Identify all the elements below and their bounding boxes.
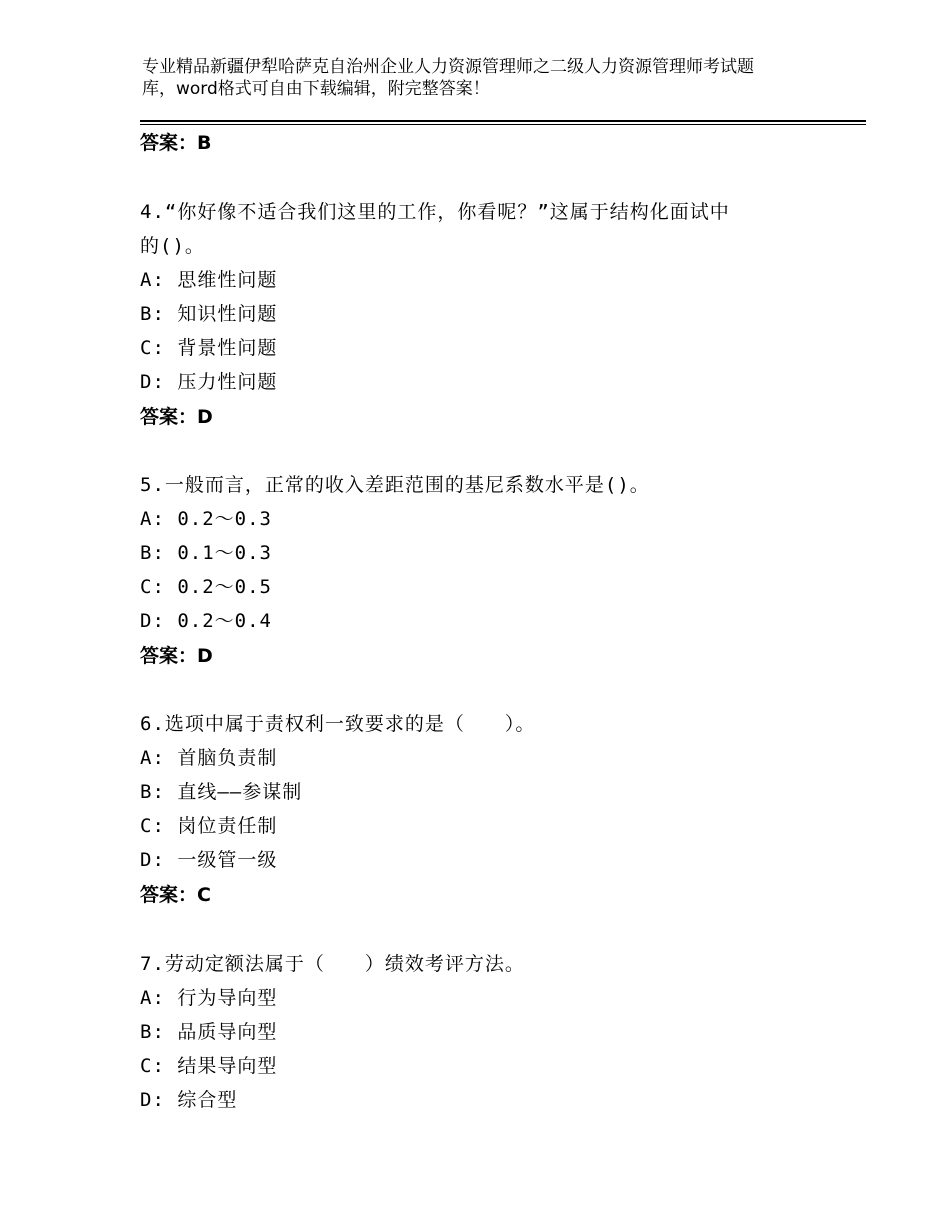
question-4-option-d: D: 压力性问题 bbox=[140, 371, 278, 393]
question-7-option-a: A: 行为导向型 bbox=[140, 987, 278, 1009]
question-6-option-b: B: 直线——参谋制 bbox=[140, 781, 303, 803]
question-5-option-b: B: 0.1～0.3 bbox=[140, 542, 272, 564]
question-6-stem: 6.选项中属于责权利一致要求的是（ ）。 bbox=[140, 713, 536, 735]
question-4-stem-line-2: 的()。 bbox=[140, 235, 205, 257]
question-7-stem: 7.劳动定额法属于（ ）绩效考评方法。 bbox=[140, 953, 525, 975]
header-line-1: 专业精品新疆伊犁哈萨克自治州企业人力资源管理师之二级人力资源管理师考试题 bbox=[142, 57, 754, 77]
question-4-option-b: B: 知识性问题 bbox=[140, 303, 278, 325]
answer-previous: 答案：B bbox=[140, 132, 212, 154]
question-7-option-d: D: 综合型 bbox=[140, 1089, 238, 1111]
document-header bbox=[142, 56, 842, 100]
question-6-option-a: A: 首脑负责制 bbox=[140, 747, 278, 769]
header-divider-thick bbox=[140, 120, 866, 122]
question-5-answer: 答案：D bbox=[140, 645, 213, 667]
question-4-stem-line-1: 4.“你好像不适合我们这里的工作，你看呢？”这属于结构化面试中 bbox=[140, 201, 730, 223]
question-5-option-d: D: 0.2～0.4 bbox=[140, 610, 272, 632]
header-divider-thin bbox=[140, 124, 866, 125]
question-6-option-d: D: 一级管一级 bbox=[140, 849, 278, 871]
header-line-2: 库，word格式可自由下载编辑，附完整答案！ bbox=[142, 79, 490, 99]
question-5-option-a: A: 0.2～0.3 bbox=[140, 508, 272, 530]
question-5-option-c: C: 0.2～0.5 bbox=[140, 576, 272, 598]
question-7-option-b: B: 品质导向型 bbox=[140, 1021, 278, 1043]
question-6-answer: 答案：C bbox=[140, 884, 211, 906]
question-4-option-a: A: 思维性问题 bbox=[140, 269, 278, 291]
question-4-option-c: C: 背景性问题 bbox=[140, 337, 278, 359]
question-6-option-c: C: 岗位责任制 bbox=[140, 815, 278, 837]
question-4-answer: 答案：D bbox=[140, 406, 213, 428]
question-5-stem: 5.一般而言，正常的收入差距范围的基尼系数水平是()。 bbox=[140, 474, 650, 496]
question-7-option-c: C: 结果导向型 bbox=[140, 1055, 278, 1077]
